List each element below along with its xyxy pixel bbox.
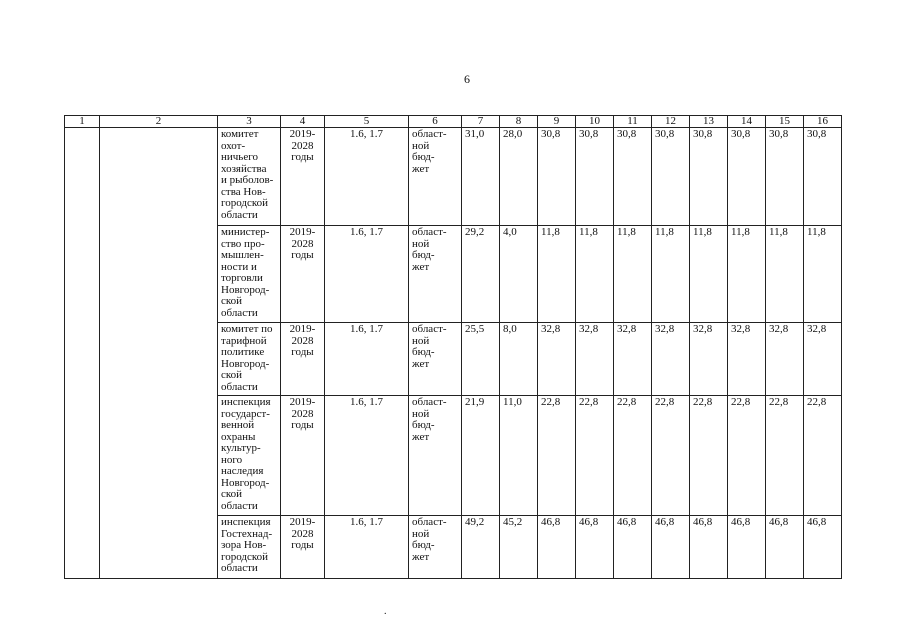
empty-cell-col1	[65, 128, 100, 579]
value-cell: 22,8	[690, 396, 728, 516]
column-number: 15	[766, 116, 804, 128]
value-cell: 31,0	[462, 128, 500, 226]
value-cell: 30,8	[652, 128, 690, 226]
value-cell: 30,8	[804, 128, 842, 226]
column-number: 13	[690, 116, 728, 128]
value-cell: 11,8	[652, 226, 690, 323]
value-cell: 32,8	[728, 323, 766, 396]
period-cell: 2019- 2028 годы	[281, 323, 325, 396]
source-cell: област- ной бюд- жет	[409, 226, 462, 323]
column-number: 7	[462, 116, 500, 128]
footer-mark: .	[384, 606, 387, 617]
targets-cell: 1.6, 1.7	[325, 226, 409, 323]
column-number: 10	[576, 116, 614, 128]
executor-cell: инспекция государст- венной охраны культур- ного наследия Новгород- ской области	[218, 396, 281, 516]
executor-cell: комитет по тарифной политике Новгород- ской области	[218, 323, 281, 396]
value-cell: 45,2	[500, 516, 538, 579]
value-cell: 32,8	[804, 323, 842, 396]
targets-cell: 1.6, 1.7	[325, 396, 409, 516]
value-cell: 46,8	[614, 516, 652, 579]
value-cell: 11,8	[576, 226, 614, 323]
column-number: 14	[728, 116, 766, 128]
value-cell: 28,0	[500, 128, 538, 226]
value-cell: 29,2	[462, 226, 500, 323]
value-cell: 11,8	[690, 226, 728, 323]
page-number: 6	[464, 72, 470, 86]
column-number: 12	[652, 116, 690, 128]
column-number: 1	[65, 116, 100, 128]
value-cell: 32,8	[690, 323, 728, 396]
value-cell: 11,8	[766, 226, 804, 323]
period-cell: 2019- 2028 годы	[281, 516, 325, 579]
period-cell: 2019- 2028 годы	[281, 226, 325, 323]
executor-cell: министер- ство про- мышлен- ности и торговли Новгород- ской области	[218, 226, 281, 323]
value-cell: 21,9	[462, 396, 500, 516]
value-cell: 30,8	[614, 128, 652, 226]
column-number: 3	[218, 116, 281, 128]
column-number: 9	[538, 116, 576, 128]
value-cell: 46,8	[690, 516, 728, 579]
value-cell: 11,0	[500, 396, 538, 516]
value-cell: 30,8	[766, 128, 804, 226]
value-cell: 22,8	[652, 396, 690, 516]
value-cell: 30,8	[538, 128, 576, 226]
value-cell: 32,8	[538, 323, 576, 396]
value-cell: 46,8	[576, 516, 614, 579]
value-cell: 49,2	[462, 516, 500, 579]
value-cell: 11,8	[614, 226, 652, 323]
value-cell: 25,5	[462, 323, 500, 396]
table-row	[65, 128, 842, 226]
value-cell: 11,8	[538, 226, 576, 323]
executor-cell: комитет охот- ничьего хозяйства и рыболов- ства Нов- городской области	[218, 128, 281, 226]
value-cell: 32,8	[576, 323, 614, 396]
value-cell: 46,8	[766, 516, 804, 579]
empty-cell-col2	[100, 128, 218, 579]
column-number: 4	[281, 116, 325, 128]
value-cell: 22,8	[766, 396, 804, 516]
source-cell: област- ной бюд- жет	[409, 396, 462, 516]
column-number: 11	[614, 116, 652, 128]
value-cell: 46,8	[728, 516, 766, 579]
value-cell: 30,8	[576, 128, 614, 226]
column-number: 2	[100, 116, 218, 128]
value-cell: 46,8	[538, 516, 576, 579]
value-cell: 22,8	[614, 396, 652, 516]
value-cell: 32,8	[614, 323, 652, 396]
targets-cell: 1.6, 1.7	[325, 323, 409, 396]
period-cell: 2019- 2028 годы	[281, 128, 325, 226]
value-cell: 22,8	[538, 396, 576, 516]
targets-cell: 1.6, 1.7	[325, 516, 409, 579]
value-cell: 22,8	[576, 396, 614, 516]
column-number: 5	[325, 116, 409, 128]
value-cell: 32,8	[766, 323, 804, 396]
value-cell: 46,8	[652, 516, 690, 579]
column-number: 16	[804, 116, 842, 128]
column-number-row	[65, 116, 842, 128]
value-cell: 46,8	[804, 516, 842, 579]
value-cell: 30,8	[690, 128, 728, 226]
value-cell: 30,8	[728, 128, 766, 226]
value-cell: 4,0	[500, 226, 538, 323]
targets-cell: 1.6, 1.7	[325, 128, 409, 226]
value-cell: 11,8	[804, 226, 842, 323]
column-number: 6	[409, 116, 462, 128]
value-cell: 22,8	[804, 396, 842, 516]
value-cell: 32,8	[652, 323, 690, 396]
value-cell: 22,8	[728, 396, 766, 516]
source-cell: област- ной бюд- жет	[409, 323, 462, 396]
value-cell: 11,8	[728, 226, 766, 323]
period-cell: 2019- 2028 годы	[281, 396, 325, 516]
value-cell: 8,0	[500, 323, 538, 396]
budget-table	[64, 115, 842, 579]
source-cell: област- ной бюд- жет	[409, 516, 462, 579]
column-number: 8	[500, 116, 538, 128]
source-cell: област- ной бюд- жет	[409, 128, 462, 226]
executor-cell: инспекция Гостехнад- зора Нов- городской области	[218, 516, 281, 579]
